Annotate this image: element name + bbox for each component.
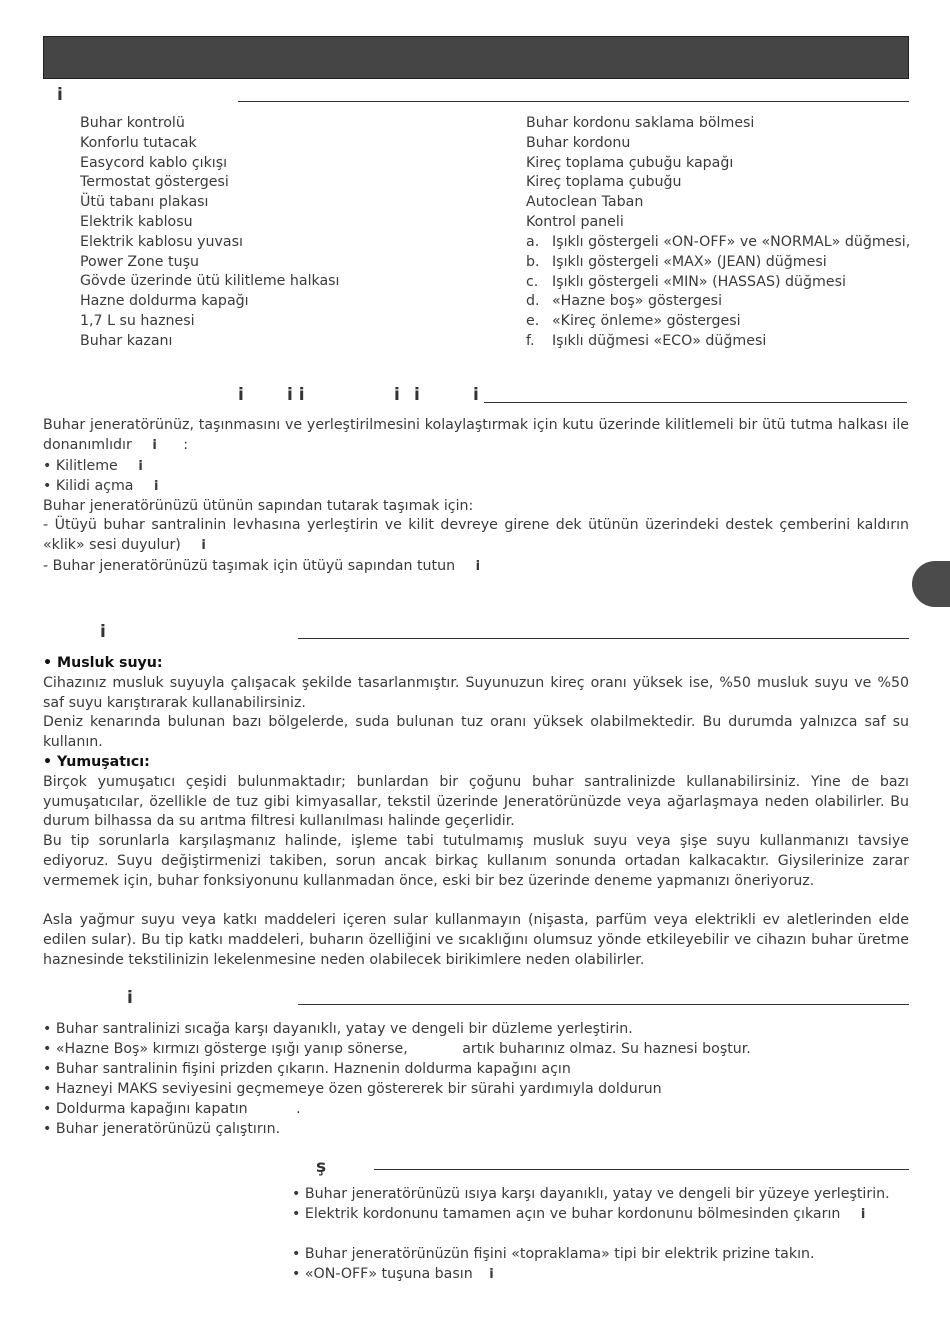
carry-step-1-marker: i <box>201 537 206 553</box>
carry-step-2 <box>43 556 480 577</box>
control-panel-item: Işıklı düğmesi «ECO» düğmesi <box>552 333 767 349</box>
part-list-item: Hazne doldurma kapağı <box>80 293 249 310</box>
tap-water-heading: • Musluk suyu: <box>43 655 163 671</box>
section2-marker-4: i <box>414 385 420 405</box>
lock-item <box>43 456 143 477</box>
section2-rule <box>484 402 907 403</box>
section1-marker: i <box>57 85 63 105</box>
fill-step-4: • Hazneyi MAKS seviyesini geçmemeye özen göstererek bir sürahi yardımıyla doldurun <box>43 1081 662 1097</box>
section1-rule <box>238 101 909 102</box>
part-list-item: Gövde üzerinde ütü kilitleme halkası <box>80 273 340 290</box>
startup-step-4-text: • «ON-OFF» tuşuna basın <box>292 1266 473 1282</box>
section2-marker-2: i i <box>287 385 305 405</box>
page-tab-marker <box>912 561 950 607</box>
section2-marker-5: i <box>473 385 479 405</box>
control-panel-item: Işıklı göstergeli «MAX» (JEAN) düğmesi <box>552 253 827 270</box>
part-list-item: Easycord kablo çıkışı <box>80 154 228 171</box>
section4-rule <box>298 1004 909 1005</box>
startup-step-3: • Buhar jeneratörünüzün fişini «topraklama» tipi bir elektrik prizine takın. <box>292 1246 815 1262</box>
section5-rule <box>374 1169 909 1170</box>
control-panel-item: Işıklı göstergeli «MIN» (HASSAS) düğmesi <box>552 273 846 290</box>
rain-water-text: Asla yağmur suyu veya katkı maddeleri içeren sular kullanmayın (nişasta, parfüm veya elektrikli ev aletlerinden elde edilen sular). Bu tip katkı maddeleri, buharın özelliğini ve sıcaklığını olumsuz yönde etkileyebilir ve cihazın buhar üretme haznesinde tekstilinizin lekelenmesine neden olabilecek birikimlere neden olabilirler. <box>43 912 909 968</box>
softener-text-2: Bu tip sorunlarla karşılaşmanız halinde, işleme tabi tutulmamış musluk suyu veya şişe suyu kullanmanızı tavsiye ediyoruz. Suyu değiştirmenizi takiben, sorun ancak birkaç kullanım sonunda ortadan kalkacaktır. Giysilerinize zarar vermemek için, buhar fonksiyonunu kullanmadan önce, eski bir bez üzerinde deneme yapmanızı öneriyoruz. <box>43 833 909 889</box>
fill-step-6: • Buhar jeneratörünüzü çalıştırın. <box>43 1121 281 1137</box>
fill-step-2-text: • «Hazne Boş» kırmızı gösterge ışığı yanıp sönerse, <box>43 1041 408 1057</box>
part-list-item: Buhar kordonu saklama bölmesi <box>526 115 755 131</box>
control-panel-letter: b. <box>526 253 540 270</box>
control-panel-item: «Kireç önleme» göstergesi <box>552 313 741 330</box>
carry-step-2-marker: i <box>475 559 481 574</box>
part-list-item: 1,7 L su haznesi <box>80 313 195 329</box>
part-list-item: Elektrik kablosu <box>80 214 193 230</box>
fill-step-1: • Buhar santralinizi sıcağa karşı dayanıklı, yatay ve dengeli bir düzleme yerleştirin. <box>43 1021 633 1037</box>
tap-water-text-2: Deniz kenarında bulunan bazı bölgelerde, suda bulunan tuz oranı yüksek olabilmektedir. Bu durumda yalnızca saf su kullanın. <box>43 714 909 751</box>
carry-step-2-text: - Buhar jeneratörünüzü taşımak için ütüyü sapından tutun <box>43 558 456 574</box>
tap-water-text-1: Cihazınız musluk suyuyla çalışacak şekilde tasarlanmıştır. Suyunuzun kireç oranı yüksek ise, %50 musluk suyu ve %50 saf suyu karıştırarak kullanabilirsiniz. <box>43 674 909 711</box>
control-panel-letter: f. <box>526 333 535 349</box>
water-section <box>43 654 909 971</box>
section2-intro <box>43 416 909 456</box>
unlock-marker: i <box>154 479 159 494</box>
startup-step-2 <box>292 1204 865 1225</box>
carry-intro: Buhar jeneratörünüzü ütünün sapından tutarak taşımak için: <box>43 498 474 514</box>
lock-label: • Kilitleme <box>43 458 118 474</box>
part-list-item: Autoclean Taban <box>526 194 644 211</box>
carry-step-1 <box>43 516 909 556</box>
control-panel-letter: d. <box>526 293 540 310</box>
section5-marker: ş <box>316 1157 327 1177</box>
fill-step-2-tail: artık buharınız olmaz. Su haznesi boştur. <box>462 1041 751 1057</box>
part-list-item: Kireç toplama çubuğu kapağı <box>526 154 734 171</box>
lock-marker: i <box>138 459 143 474</box>
section3-marker: i <box>100 622 106 642</box>
section3-rule <box>298 638 909 639</box>
part-list-item: Kireç toplama çubuğu <box>526 174 682 191</box>
softener-text-1: Birçok yumuşatıcı çeşidi bulunmaktadır; bunlardan bir çoğunu buhar santralinizde kullanabilirsiniz. Yine de bazı yumuşatıcılar, özellikle de tuz gibi kimyasallar, tekstil üzerinde Jeneratörünüzde veya ağarlaşmaya neden olabilirler. Bu durum bilhassa da su arıtma filtresi kullanılması halinde geçerlidir. <box>43 773 909 830</box>
header-bar <box>43 36 909 79</box>
part-list-item: Elektrik kablosu yuvası <box>80 233 243 250</box>
part-list-item: Power Zone tuşu <box>80 253 199 270</box>
startup-step-1: • Buhar jeneratörünüzü ısıya karşı dayanıklı, yatay ve dengeli bir yüzeye yerleştirin. <box>292 1186 890 1202</box>
control-panel-item: Işıklı göstergeli «ON-OFF» ve «NORMAL» düğmesi, <box>552 234 911 250</box>
part-list-item: Buhar kazanı <box>80 332 173 349</box>
control-panel-letter: e. <box>526 313 540 330</box>
part-list-item: Buhar kordonu <box>526 134 631 151</box>
control-panel-item: «Hazne boş» göstergesi <box>552 293 723 310</box>
part-list-item: Buhar kontrolü <box>80 115 185 131</box>
part-list-item: Termostat göstergesi <box>80 174 229 191</box>
startup-step-4 <box>292 1264 494 1285</box>
softener-heading: • Yumuşatıcı: <box>43 753 150 770</box>
section2-marker-3: i <box>394 385 400 405</box>
section2-intro-colon: : <box>183 436 189 453</box>
startup-step-4-marker: i <box>489 1267 494 1282</box>
section2-marker-1: i <box>238 385 244 405</box>
part-list-item: Kontrol paneli <box>526 214 624 230</box>
control-panel-letter: a. <box>526 234 540 250</box>
section2-intro-text: Buhar jeneratörünüz, taşınmasını ve yerleştirilmesini kolaylaştırmak için kutu üzerinde kilitlemeli bir ütü tutma halkası ile donanımlıdır <box>43 417 909 453</box>
startup-step-2-text: • Elektrik kordonunu tamamen açın ve buhar kordonunu bölmesinden çıkarın <box>292 1206 841 1222</box>
part-list-item: Ütü tabanı plakası <box>80 194 209 211</box>
control-panel-letter: c. <box>526 273 539 290</box>
carry-step-1-text: - Ütüyü buhar santralinin levhasına yerleştirin ve kilit devreye girene dek ütünün üzerindeki destek çemberini kaldırın «klik» sesi duyulur) <box>43 517 909 553</box>
startup-step-2-marker: i <box>860 1207 866 1222</box>
section2-intro-marker: i <box>152 437 157 453</box>
unlock-label: • Kilidi açma <box>43 478 134 494</box>
fill-step-5 <box>43 1099 301 1119</box>
fill-step-3: • Buhar santralinin fişini prizden çıkarın. Haznenin doldurma kapağını açın <box>43 1061 571 1077</box>
unlock-item <box>43 476 158 497</box>
part-list-item: Konforlu tutacak <box>80 134 197 151</box>
fill-step-5-tail: . <box>296 1101 301 1117</box>
section4-marker: i <box>127 988 133 1008</box>
fill-step-5-text: • Doldurma kapağını kapatın <box>43 1101 248 1117</box>
fill-step-2 <box>43 1039 751 1059</box>
